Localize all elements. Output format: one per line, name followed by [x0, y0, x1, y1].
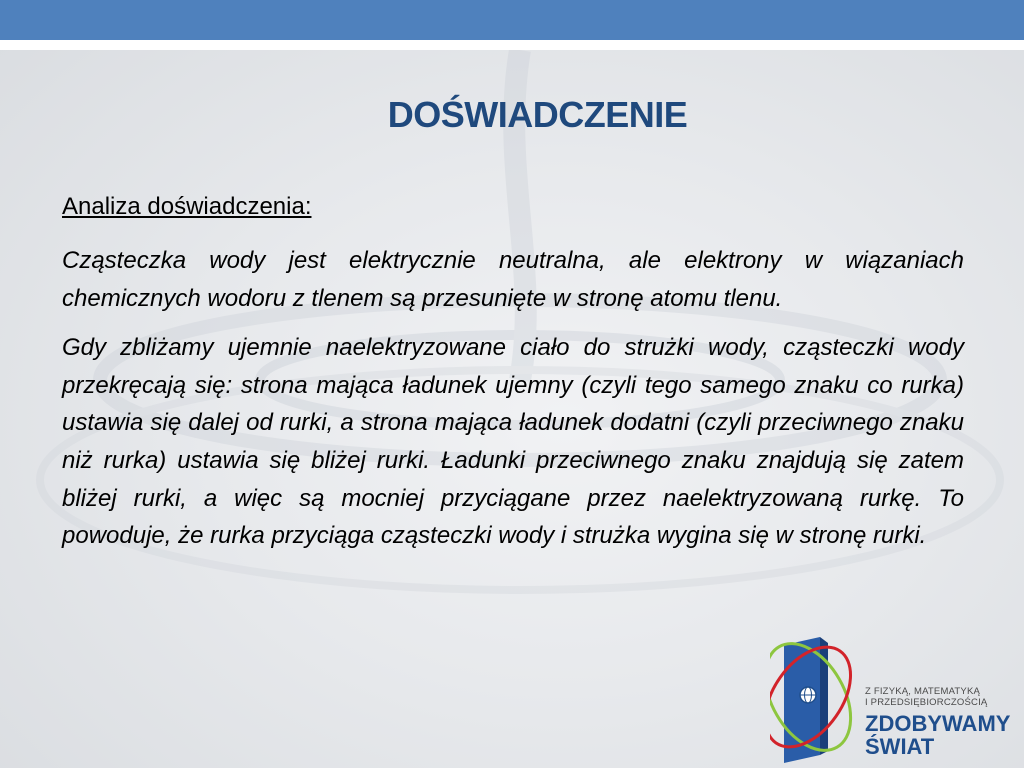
- logo-word-swiat: ŚWIAT: [865, 734, 935, 759]
- top-bar: [0, 0, 1024, 40]
- logo-tagline-line2: I PRZEDSIĘBIORCZOŚCIĄ: [865, 697, 988, 708]
- paragraph-1: Cząsteczka wody jest elektrycznie neutralna, ale elektrony w wiązaniach chemicznych wodoru z tlenem są przesunięte w stronę atomu tlenu.: [62, 247, 964, 312]
- logo-tagline: [865, 686, 987, 708]
- top-rule: [0, 40, 1024, 50]
- logo-tagline-line1: Z FIZYKĄ, MATEMATYKĄ: [865, 686, 981, 697]
- project-logo: [770, 625, 1024, 768]
- slide-content: [62, 188, 964, 567]
- paragraph-2: Gdy zbliżamy ujemnie naelektryzowane ciało do strużki wody, cząsteczki wody przekręcają się: strona mająca ładunek ujemny (czyli tego samego znaku co rurka) ustawia się dalej od rurki, a strona mająca ładunek dodatni (czyli przeciwnego znaku niż rurka) ustawia się bliżej rurki. Ładunki przeciwnego znaku znajdują się zatem bliżej rurki, a więc są mocniej przyciągane przez naelektryzowaną rurkę. To powoduje, że rurka przyciąga cząsteczki wody i strużka wygina się w stronę rurki.: [62, 334, 964, 550]
- slide-title: DOŚWIADCZENIE: [387, 94, 688, 135]
- section-heading: Analiza doświadczenia:: [62, 193, 312, 220]
- logo-word-zdobywamy: ZDOBYWAMY: [865, 711, 1011, 736]
- globe-icon: [800, 687, 816, 703]
